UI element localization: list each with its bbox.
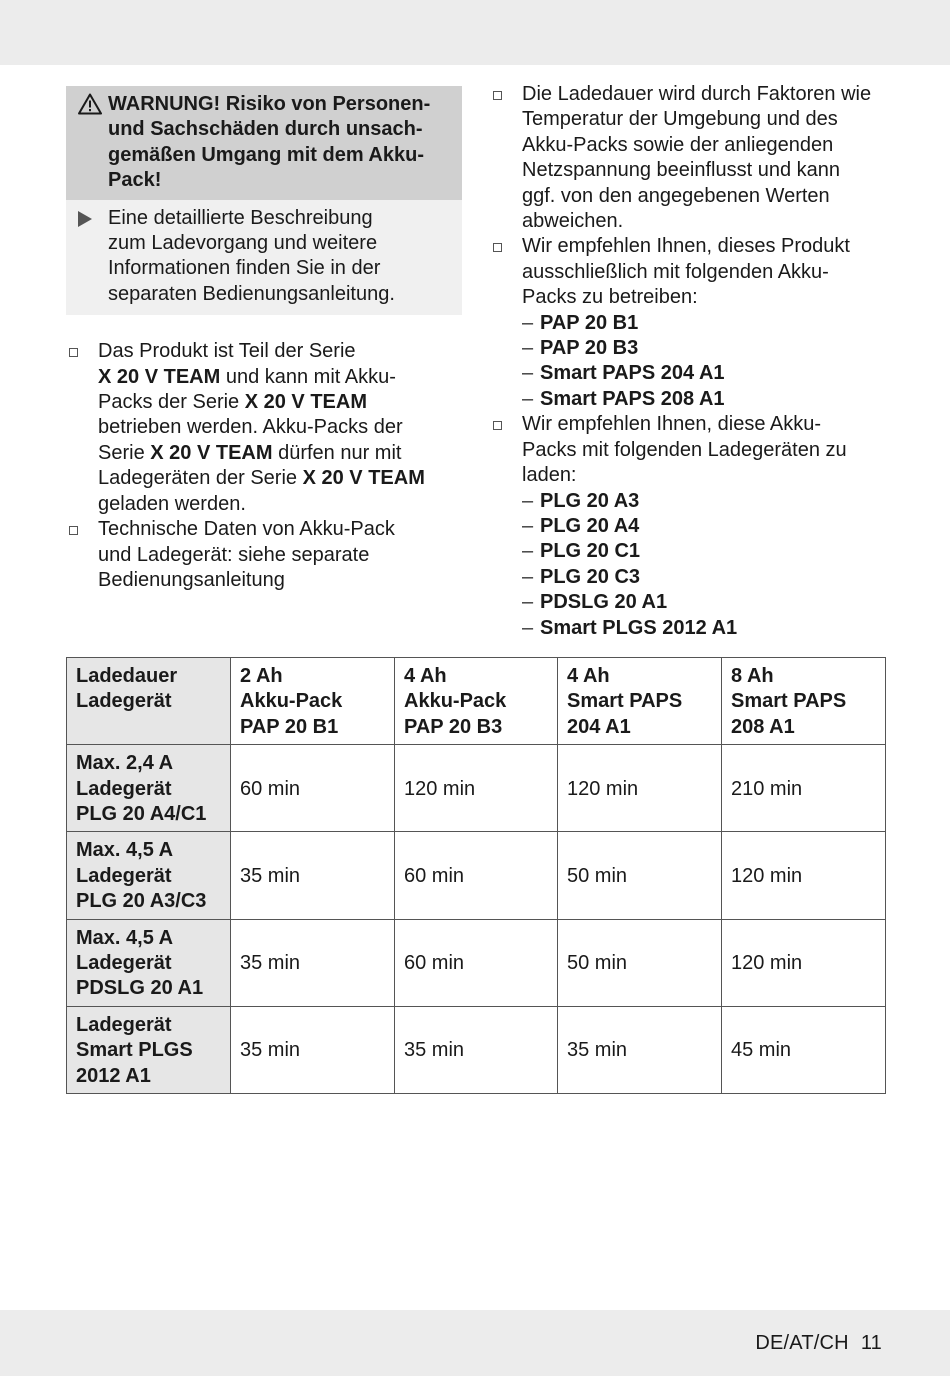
play-arrow-icon bbox=[77, 211, 93, 227]
row-label-line: PLG 20 A4/C1 bbox=[76, 803, 207, 826]
list-item: – Smart PAPS 204 A1 bbox=[522, 362, 725, 385]
text-line bbox=[98, 365, 462, 390]
akku-pack-list bbox=[522, 311, 900, 413]
list-item: – PLG 20 C3 bbox=[522, 565, 641, 588]
list-item: – Smart PLGS 2012 A1 bbox=[522, 616, 738, 639]
table-row bbox=[67, 919, 886, 1006]
header-line: 2 Ah bbox=[240, 665, 283, 687]
list-item: – PAP 20 B3 bbox=[522, 337, 639, 360]
list-item bbox=[490, 234, 900, 412]
table-cell: 50 min bbox=[558, 832, 722, 919]
row-label-line: Max. 4,5 A bbox=[76, 839, 174, 862]
page-number: 11 bbox=[860, 1332, 882, 1354]
row-label-line: PLG 20 A3/C3 bbox=[76, 890, 207, 913]
charger-name: PLG 20 C1 bbox=[540, 540, 641, 563]
row-label-line: Max. 4,5 A bbox=[76, 926, 174, 949]
header-line: PAP 20 B3 bbox=[404, 715, 503, 738]
table-header-cell bbox=[67, 658, 231, 745]
header-line: 204 A1 bbox=[567, 715, 631, 738]
header-line: Smart PAPS bbox=[731, 690, 847, 713]
text-span: Serie bbox=[98, 441, 151, 464]
text-span: Ladegeräten der Serie bbox=[98, 467, 303, 490]
text-line bbox=[98, 466, 462, 491]
header-band bbox=[0, 0, 950, 65]
series-name: X 20 V TEAM bbox=[150, 441, 273, 464]
table-row bbox=[67, 832, 886, 919]
list-item bbox=[66, 339, 462, 517]
text-line: Das Produkt ist Teil der Serie bbox=[98, 340, 356, 363]
row-label-line: Ladegerät bbox=[76, 864, 172, 887]
row-label-cell bbox=[67, 919, 231, 1006]
row-label-cell bbox=[67, 1006, 231, 1093]
header-line: 4 Ah bbox=[567, 665, 610, 687]
text-line: laden: bbox=[522, 464, 577, 487]
square-bullet-icon bbox=[69, 526, 78, 535]
square-bullet-icon bbox=[493, 91, 502, 100]
list-item: – Smart PAPS 208 A1 bbox=[522, 387, 725, 410]
pack-name: Smart PAPS 204 A1 bbox=[540, 362, 725, 385]
warning-info-line: Eine detaillierte Beschreibung bbox=[108, 206, 373, 229]
text-span: dürfen nur mit bbox=[272, 441, 402, 464]
table-cell: 120 min bbox=[722, 832, 886, 919]
page-footer bbox=[755, 1332, 882, 1355]
text-line: Packs zu betreiben: bbox=[522, 286, 698, 309]
charger-name: PLG 20 C3 bbox=[540, 565, 641, 588]
charging-time-table bbox=[66, 657, 886, 1094]
charger-name: PDSLG 20 A1 bbox=[540, 591, 668, 614]
warning-header bbox=[66, 86, 462, 200]
table-cell: 35 min bbox=[395, 1006, 558, 1093]
warning-triangle-icon bbox=[78, 93, 102, 115]
warning-info-line: zum Ladevorgang und weitere bbox=[108, 232, 378, 255]
warning-info-line: Informationen finden Sie in der bbox=[108, 257, 381, 280]
row-label-cell bbox=[67, 745, 231, 832]
text-line: abweichen. bbox=[522, 210, 624, 233]
text-line: Wir empfehlen Ihnen, dieses Produkt bbox=[522, 235, 850, 258]
text-line: Technische Daten von Akku-Pack bbox=[98, 518, 395, 541]
text-line: und Ladegerät: siehe separate bbox=[98, 543, 370, 566]
pack-name: PAP 20 B1 bbox=[540, 311, 639, 334]
warning-info-line: separaten Bedienungsanleitung. bbox=[108, 282, 395, 305]
table-row bbox=[67, 1006, 886, 1093]
list-item bbox=[490, 82, 900, 234]
table-cell: 35 min bbox=[558, 1006, 722, 1093]
warning-title-line: und Sachschäden durch unsach- bbox=[108, 118, 423, 141]
list-item: – PLG 20 A3 bbox=[522, 489, 640, 512]
text-line: betrieben werden. Akku-Packs der bbox=[98, 416, 403, 439]
square-bullet-icon bbox=[493, 243, 502, 252]
series-name: X 20 V TEAM bbox=[98, 365, 221, 388]
series-name: X 20 V TEAM bbox=[302, 467, 425, 490]
text-line bbox=[98, 441, 462, 466]
left-column bbox=[66, 86, 462, 593]
header-line: 4 Ah bbox=[404, 665, 447, 687]
list-item: – PDSLG 20 A1 bbox=[522, 591, 668, 614]
table-cell: 45 min bbox=[722, 1006, 886, 1093]
row-label-line: Smart PLGS bbox=[76, 1039, 193, 1062]
charger-list bbox=[522, 489, 900, 641]
row-label-line: Ladegerät bbox=[76, 952, 172, 975]
table-cell: 35 min bbox=[231, 919, 395, 1006]
warning-box bbox=[66, 86, 462, 315]
header-line: Ladegerät bbox=[76, 690, 172, 713]
table-header-cell bbox=[395, 658, 558, 745]
list-item: – PAP 20 B1 bbox=[522, 311, 639, 334]
table-row bbox=[67, 745, 886, 832]
table-cell: 120 min bbox=[722, 919, 886, 1006]
header-line: PAP 20 B1 bbox=[240, 715, 339, 738]
pack-name: Smart PAPS 208 A1 bbox=[540, 387, 725, 410]
series-name: X 20 V TEAM bbox=[244, 391, 367, 414]
text-line: Temperatur der Umgebung und des bbox=[522, 108, 838, 131]
text-line: Netzspannung beeinflusst und kann bbox=[522, 159, 841, 182]
warning-title-line: WARNUNG! Risiko von Personen- bbox=[108, 93, 431, 115]
right-column bbox=[490, 82, 900, 641]
table-cell: 60 min bbox=[395, 832, 558, 919]
header-line: Akku-Pack bbox=[404, 690, 507, 713]
region-label: DE/AT/CH bbox=[755, 1332, 849, 1354]
table-cell: 50 min bbox=[558, 919, 722, 1006]
text-line: Bedienungsanleitung bbox=[98, 568, 285, 591]
list-item bbox=[490, 412, 900, 641]
table-cell: 35 min bbox=[231, 832, 395, 919]
text-line: ggf. von den angegebenen Werten bbox=[522, 184, 830, 207]
header-line: 8 Ah bbox=[731, 665, 774, 687]
row-label-line: Ladegerät bbox=[76, 1013, 172, 1036]
row-label-cell bbox=[67, 832, 231, 919]
pack-name: PAP 20 B3 bbox=[540, 337, 639, 360]
list-item bbox=[66, 517, 462, 593]
table-header-row bbox=[67, 658, 886, 745]
header-line: Smart PAPS bbox=[567, 690, 683, 713]
table-cell: 60 min bbox=[395, 919, 558, 1006]
header-line: Akku-Pack bbox=[240, 690, 343, 713]
charger-name: PLG 20 A3 bbox=[540, 489, 640, 512]
text-line: Die Ladedauer wird durch Faktoren wie bbox=[522, 83, 872, 105]
square-bullet-icon bbox=[493, 421, 502, 430]
list-item: – PLG 20 C1 bbox=[522, 540, 641, 563]
text-line: Wir empfehlen Ihnen, diese Akku- bbox=[522, 413, 822, 436]
table-cell: 35 min bbox=[231, 1006, 395, 1093]
warning-title-line: Pack! bbox=[108, 169, 162, 192]
row-label-line: 2012 A1 bbox=[76, 1064, 151, 1087]
warning-title-line: gemäßen Umgang mit dem Akku- bbox=[108, 143, 424, 166]
table-cell: 120 min bbox=[558, 745, 722, 832]
table-header-cell bbox=[558, 658, 722, 745]
list-item: – PLG 20 A4 bbox=[522, 514, 640, 537]
table-cell: 210 min bbox=[722, 745, 886, 832]
warning-info bbox=[66, 200, 462, 316]
row-label-line: PDSLG 20 A1 bbox=[76, 977, 204, 1000]
text-line: geladen werden. bbox=[98, 492, 246, 515]
left-bullet-list bbox=[66, 339, 462, 593]
table-header-cell bbox=[722, 658, 886, 745]
header-line: Ladedauer bbox=[76, 665, 178, 687]
charger-name: PLG 20 A4 bbox=[540, 514, 640, 537]
row-label-line: Max. 2,4 A bbox=[76, 752, 174, 775]
header-line: 208 A1 bbox=[731, 715, 795, 738]
square-bullet-icon bbox=[69, 348, 78, 357]
right-bullet-list bbox=[490, 82, 900, 641]
table-header-cell bbox=[231, 658, 395, 745]
text-span: und kann mit Akku- bbox=[220, 365, 396, 388]
text-line bbox=[98, 390, 462, 415]
row-label-line: Ladegerät bbox=[76, 777, 172, 800]
text-line: Packs mit folgenden Ladegeräten zu bbox=[522, 438, 847, 461]
text-span: Packs der Serie bbox=[98, 391, 245, 414]
table-cell: 60 min bbox=[231, 745, 395, 832]
charger-name: Smart PLGS 2012 A1 bbox=[540, 616, 738, 639]
table-cell: 120 min bbox=[395, 745, 558, 832]
text-line: ausschließlich mit folgenden Akku- bbox=[522, 260, 829, 283]
text-line: Akku-Packs sowie der anliegenden bbox=[522, 133, 834, 156]
